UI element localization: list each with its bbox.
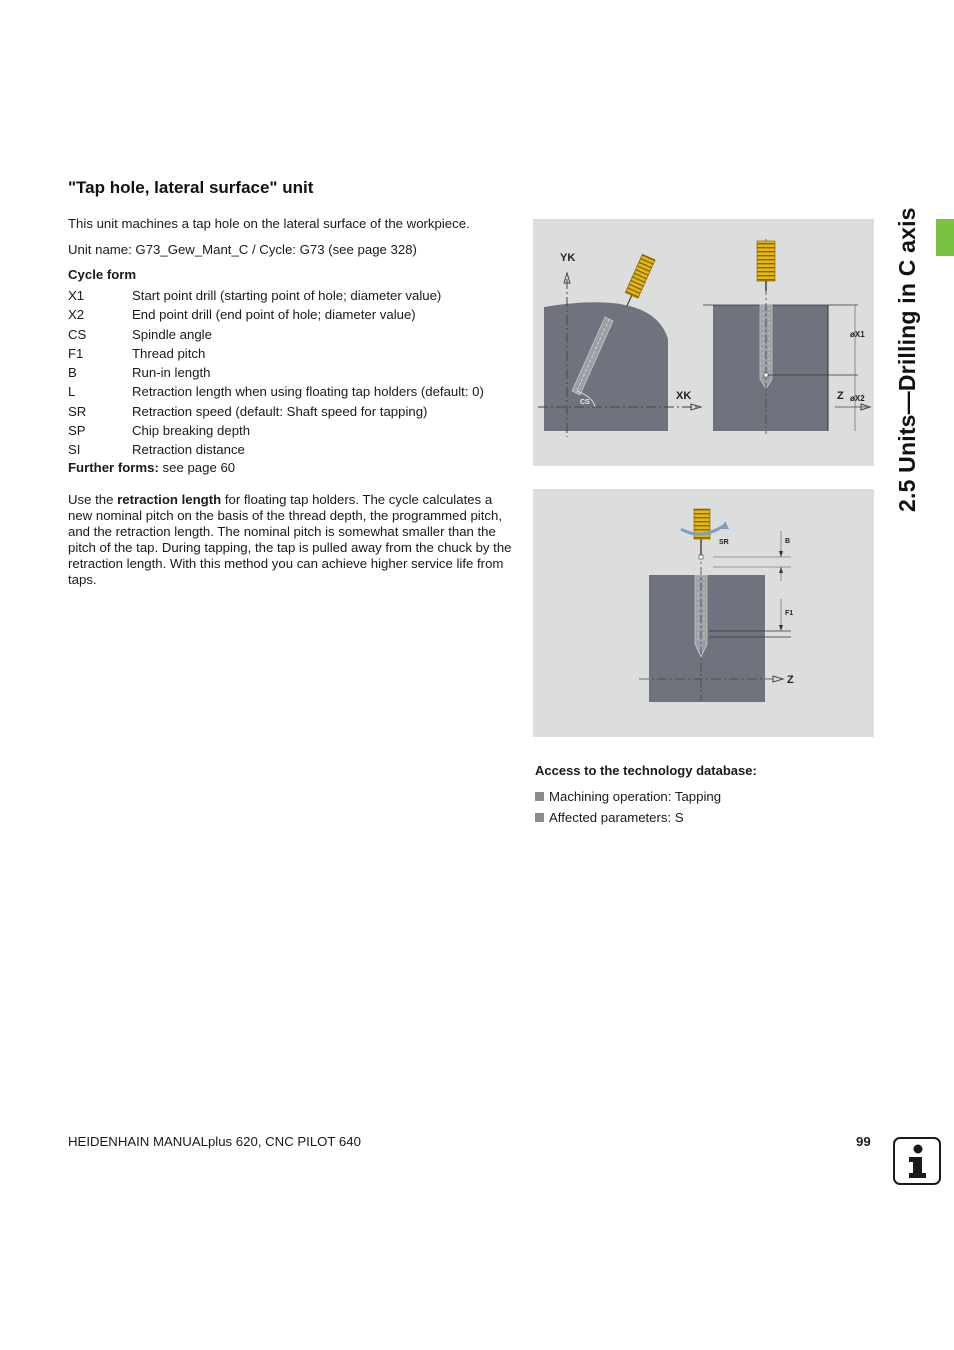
- label-x1: øX1: [850, 330, 865, 339]
- unit-name-text: Unit name: G73_Gew_Mant_C / Cycle: G73 (see page 328): [68, 242, 417, 257]
- list-item-text: Affected parameters: S: [549, 810, 684, 825]
- end-point-marker: [764, 373, 768, 377]
- param-code: CS: [68, 326, 87, 342]
- param-code: X2: [68, 307, 85, 323]
- retraction-paragraph: [68, 492, 513, 588]
- label-f1: F1: [785, 610, 794, 617]
- param-row: [68, 286, 518, 305]
- list-item: [535, 789, 721, 804]
- figure-retraction-svg: [533, 489, 874, 737]
- param-row: [68, 344, 518, 363]
- figure-lateral-tapping: [533, 219, 874, 466]
- page-number: 99: [856, 1134, 871, 1149]
- param-desc: Chip breaking depth: [132, 423, 251, 439]
- param-desc: Thread pitch: [132, 345, 206, 361]
- param-code: SI: [68, 442, 81, 458]
- retraction-pre: Use the: [68, 492, 118, 507]
- retraction-post: for floating tap holders. The cycle calculates a new nominal pitch on the basis of the thread depth, the programmed pitch, and the retraction length. The nominal pitch is somewhat smaller than the pitch of the tap. During tapping, the tap is pulled away from the chuck by the retraction length. With this method you can achieve higher service life from taps.: [68, 492, 512, 587]
- figure-retraction: [533, 489, 874, 737]
- section-title: "Tap hole, lateral surface" unit: [68, 178, 314, 197]
- param-code: B: [68, 365, 77, 381]
- label-z: Z: [787, 674, 794, 686]
- bullet-square-icon: [535, 792, 544, 801]
- z-arrow-icon: [773, 676, 783, 682]
- param-desc: Retraction length when using floating tap holders (default: 0): [132, 384, 484, 400]
- access-title: Access to the technology database:: [535, 763, 757, 778]
- param-row: [68, 305, 518, 324]
- tap-tool-inclined: [620, 254, 655, 309]
- further-forms: [68, 460, 513, 476]
- param-row: [68, 363, 518, 382]
- label-z: Z: [837, 390, 844, 402]
- param-code: SP: [68, 423, 86, 439]
- cycle-form-heading: Cycle form: [68, 267, 137, 282]
- label-x2: øX2: [850, 394, 865, 403]
- param-desc: Run-in length: [132, 365, 211, 381]
- param-row: [68, 440, 518, 459]
- label-cs: CS: [580, 399, 590, 406]
- parameter-list: [68, 286, 518, 460]
- param-code: SR: [68, 403, 87, 419]
- bullet-square-icon: [535, 813, 544, 822]
- label-xk: XK: [676, 390, 692, 402]
- param-code: L: [68, 384, 76, 400]
- side-tab-accent: [936, 219, 954, 256]
- footer-manual: HEIDENHAIN MANUALplus 620, CNC PILOT 640: [68, 1134, 361, 1149]
- param-code: F1: [68, 345, 84, 361]
- start-point-marker: [699, 555, 703, 559]
- info-icon: [893, 1137, 941, 1185]
- param-desc: Spindle angle: [132, 326, 212, 342]
- param-desc: Retraction distance: [132, 442, 245, 458]
- label-sr: SR: [719, 539, 729, 546]
- label-b: B: [785, 538, 791, 545]
- list-item-text: Machining operation: Tapping: [549, 789, 722, 804]
- param-code: X1: [68, 288, 85, 303]
- param-desc: End point drill (end point of hole; diameter value): [132, 307, 416, 323]
- param-row: [68, 402, 518, 421]
- retraction-bold: retraction length: [117, 492, 222, 507]
- param-desc: Retraction speed (default: Shaft speed for tapping): [132, 403, 428, 419]
- further-forms-label: Further forms:: [68, 460, 159, 475]
- figure-lateral-tapping-svg: [533, 219, 874, 466]
- further-forms-text: see page 60: [158, 460, 236, 475]
- param-row: [68, 325, 518, 344]
- intro-text: This unit machines a tap hole on the lateral surface of the workpiece.: [68, 216, 470, 231]
- param-row: [68, 421, 518, 440]
- param-desc: Start point drill (starting point of hole; diameter value): [132, 288, 442, 303]
- param-row: [68, 382, 518, 401]
- tap-tool-vertical: [757, 241, 775, 281]
- list-item: [535, 810, 684, 825]
- side-tab-title: 2.5 Units—Drilling in C axis: [894, 207, 920, 512]
- label-yk: YK: [560, 252, 576, 264]
